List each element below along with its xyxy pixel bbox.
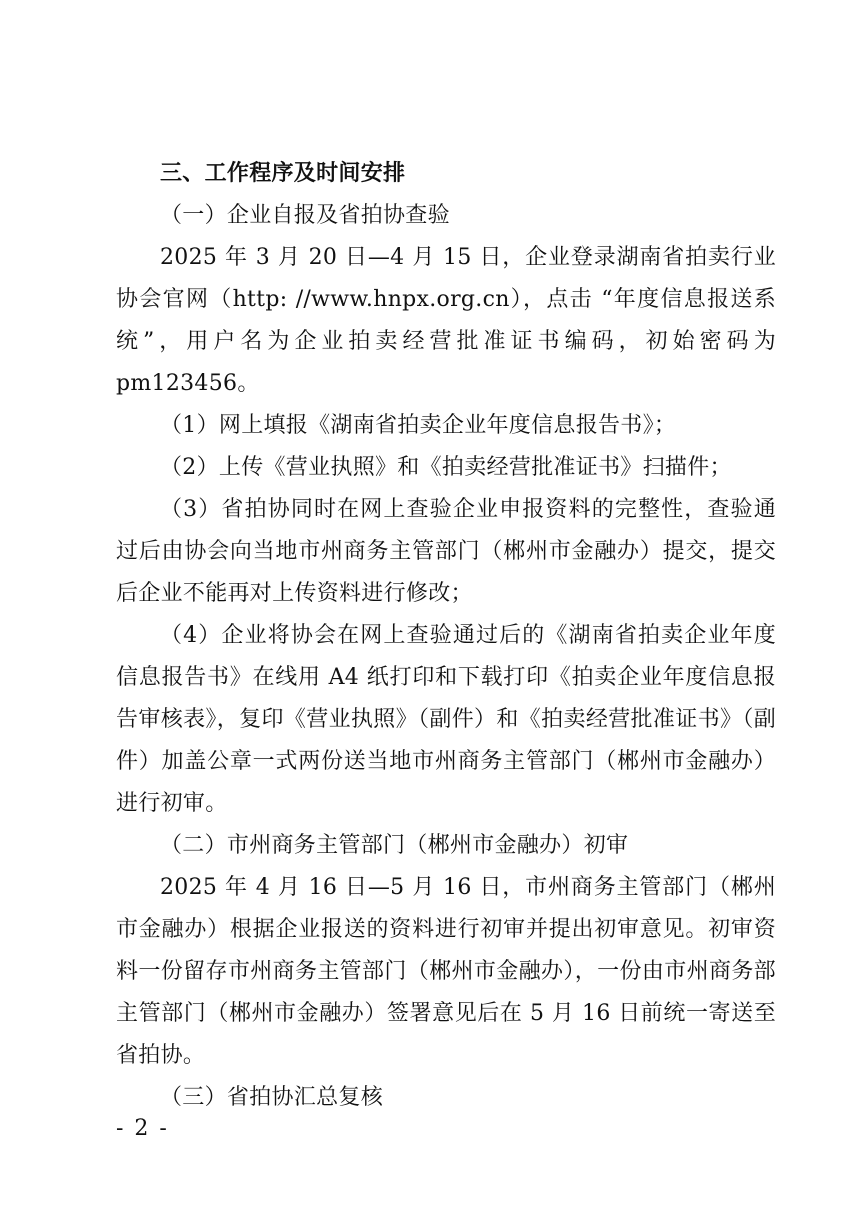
document-body — [116, 153, 776, 1119]
list-item-1: （1）网上填报《湖南省拍卖企业年度信息报告书》； — [160, 413, 677, 438]
page-number: - 2 - — [116, 1116, 169, 1141]
list-item-4: （4）企业将协会在网上查验通过后的《湖南省拍卖企业年度信息报告书》在线用 A4 纸打印和下载打印《拍卖企业年度信息报告审核表》，复印《营业执照》（副件）和《拍卖经营批准证书》（副件）加盖公章一式两份送当地市州商务主管部门（郴州市金融办）进行初审。 — [116, 623, 776, 816]
subsection-heading-2: （二）市州商务主管部门（郴州市金融办）初审 — [160, 833, 629, 858]
subsection-heading-3: （三）省拍协汇总复核 — [160, 1085, 384, 1110]
section-title: 三、工作程序及时间安排 — [160, 161, 406, 186]
list-item-3: （3）省拍协同时在网上查验企业申报资料的完整性，查验通过后由协会向当地市州商务主管部门（郴州市金融办）提交，提交后企业不能再对上传资料进行修改； — [116, 497, 776, 606]
paragraph-timeline-2: 2025 年 4 月 16 日—5 月 16 日，市州商务主管部门（郴州市金融办）根据企业报送的资料进行初审并提出初审意见。初审资料一份留存市州商务主管部门（郴州市金融办），一份由市州商务部主管部门（郴州市金融办）签署意见后在 5 月 16 日前统一寄送至省拍协。 — [116, 875, 776, 1068]
subsection-heading-1: （一）企业自报及省拍协查验 — [160, 203, 450, 228]
list-item-2: （2）上传《营业执照》和《拍卖经营批准证书》扫描件； — [160, 455, 732, 480]
paragraph-timeline-1: 2025 年 3 月 20 日—4 月 15 日，企业登录湖南省拍卖行业协会官网（http: //www.hnpx.org.cn），点击 “年度信息报送系统”，用户名为企业拍卖经营批准证书编码，初始密码为 pm123456。 — [116, 245, 776, 396]
